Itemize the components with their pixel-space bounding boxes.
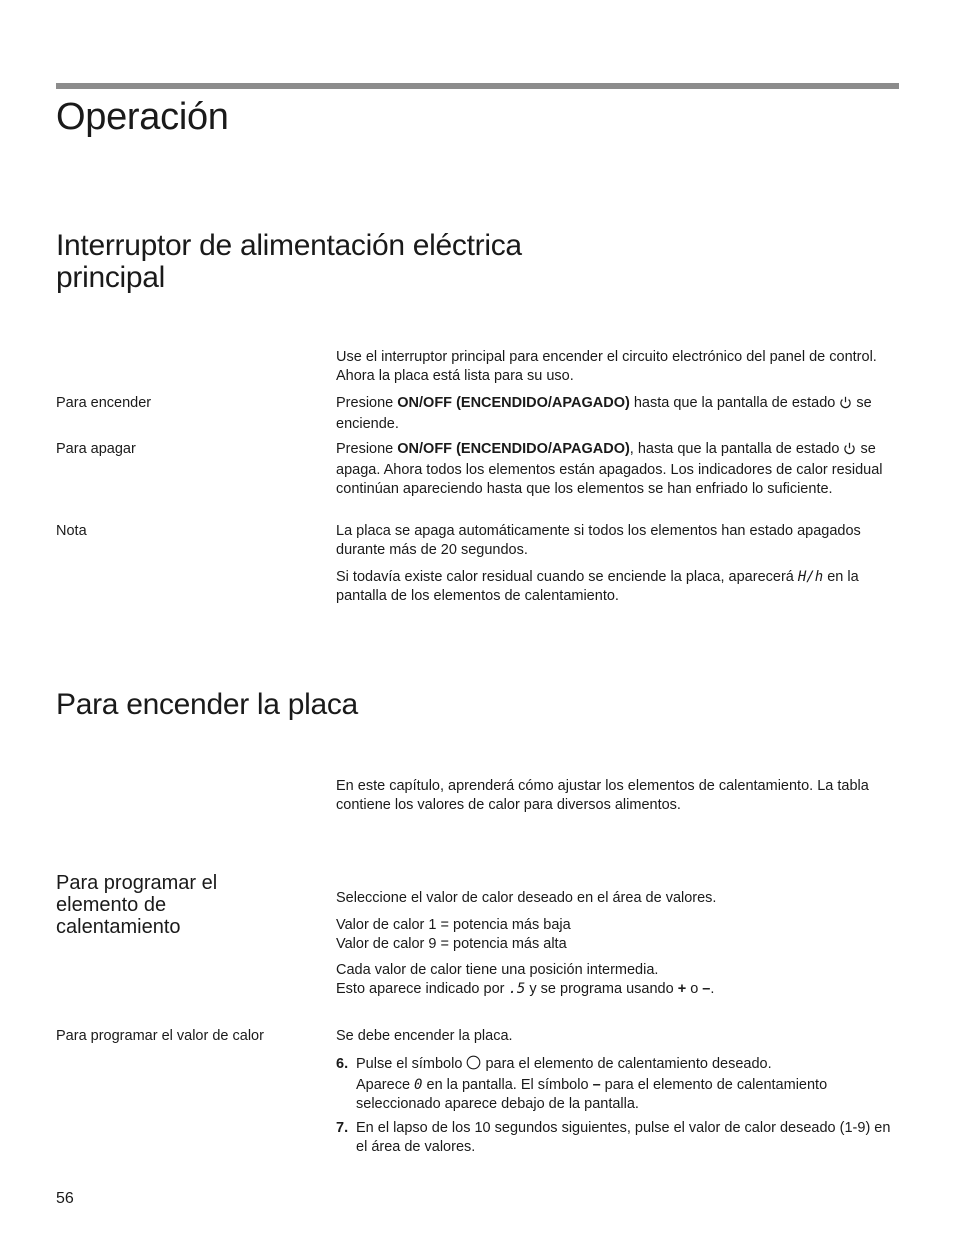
zero-symbol: 0 <box>414 1077 423 1093</box>
heading-line1: Interruptor de alimentación eléctrica <box>56 229 522 262</box>
step-6-text: Pulse el símbolo para el elemento de calentamiento deseado. Aparece 0 en la pantalla. El símbolo – para el elemento de calentamiento seleccionado aparece debajo de la pantalla. <box>356 1056 828 1112</box>
step-7-number: 7. <box>336 1120 349 1136</box>
section-heading-turn-on: Para encender la placa <box>56 688 358 721</box>
circle-icon <box>466 1055 481 1076</box>
para-apagar-text: Presione ON/OFF (ENCENDIDO/APAGADO), hasta que la pantalla de estado se apaga. Ahora todos los elementos están apagados. Los indicadores de calor residual continúan apareciendo hasta que los elementos se han enfriado lo suficiente. <box>336 441 883 497</box>
top-rule <box>56 83 899 89</box>
program-text-3: Cada valor de calor tiene una posición intermedia. Esto aparece indicado por .5 y se programa usando + o –. <box>336 962 715 997</box>
power-icon <box>839 396 852 415</box>
turn-on-intro: En este capítulo, aprenderá cómo ajustar los elementos de calentamiento. La tabla contiene los valores de calor para diversos alimentos. <box>336 778 869 813</box>
step-7-text: En el lapso de los 10 segundos siguientes, pulse el valor de calor deseado (1-9) en el área de valores. <box>356 1120 891 1155</box>
set-value-text-1: Se debe encender la placa. <box>336 1028 513 1044</box>
label-set-value: Para programar el valor de calor <box>56 1028 264 1044</box>
power-icon <box>843 442 856 461</box>
half-step-symbol: .5 <box>508 981 526 997</box>
section-heading-main-switch <box>56 230 522 294</box>
label-para-apagar: Para apagar <box>56 441 136 457</box>
program-text-1: Seleccione el valor de calor deseado en el área de valores. <box>336 890 717 906</box>
subheading-program: Para programar el elemento de calentamiento <box>56 872 218 938</box>
page-number: 56 <box>56 1190 74 1207</box>
step-6-number: 6. <box>336 1056 349 1072</box>
program-text-2: Valor de calor 1 = potencia más baja Valor de calor 9 = potencia más alta <box>336 917 571 952</box>
minus-symbol: – <box>592 1077 601 1093</box>
page-title: Operación <box>56 96 229 138</box>
heading-line2: principal <box>56 261 166 294</box>
plus-symbol: + <box>677 981 687 997</box>
nota-text-1: La placa se apaga automáticamente si todos los elementos han estado apagados durante más de 20 segundos. <box>336 523 861 558</box>
main-switch-intro: Use el interruptor principal para encender el circuito electrónico del panel de control. Ahora la placa está lista para su uso. <box>336 349 877 384</box>
label-nota: Nota <box>56 523 87 539</box>
label-para-encender: Para encender <box>56 395 152 411</box>
para-encender-text: Presione ON/OFF (ENCENDIDO/APAGADO) hasta que la pantalla de estado se enciende. <box>336 395 872 432</box>
residual-heat-symbol: H/h <box>797 569 824 585</box>
nota-text-2: Si todavía existe calor residual cuando se enciende la placa, aparecerá H/h en la pantalla de los elementos de calentamiento. <box>336 569 859 604</box>
minus-symbol: – <box>702 981 711 997</box>
